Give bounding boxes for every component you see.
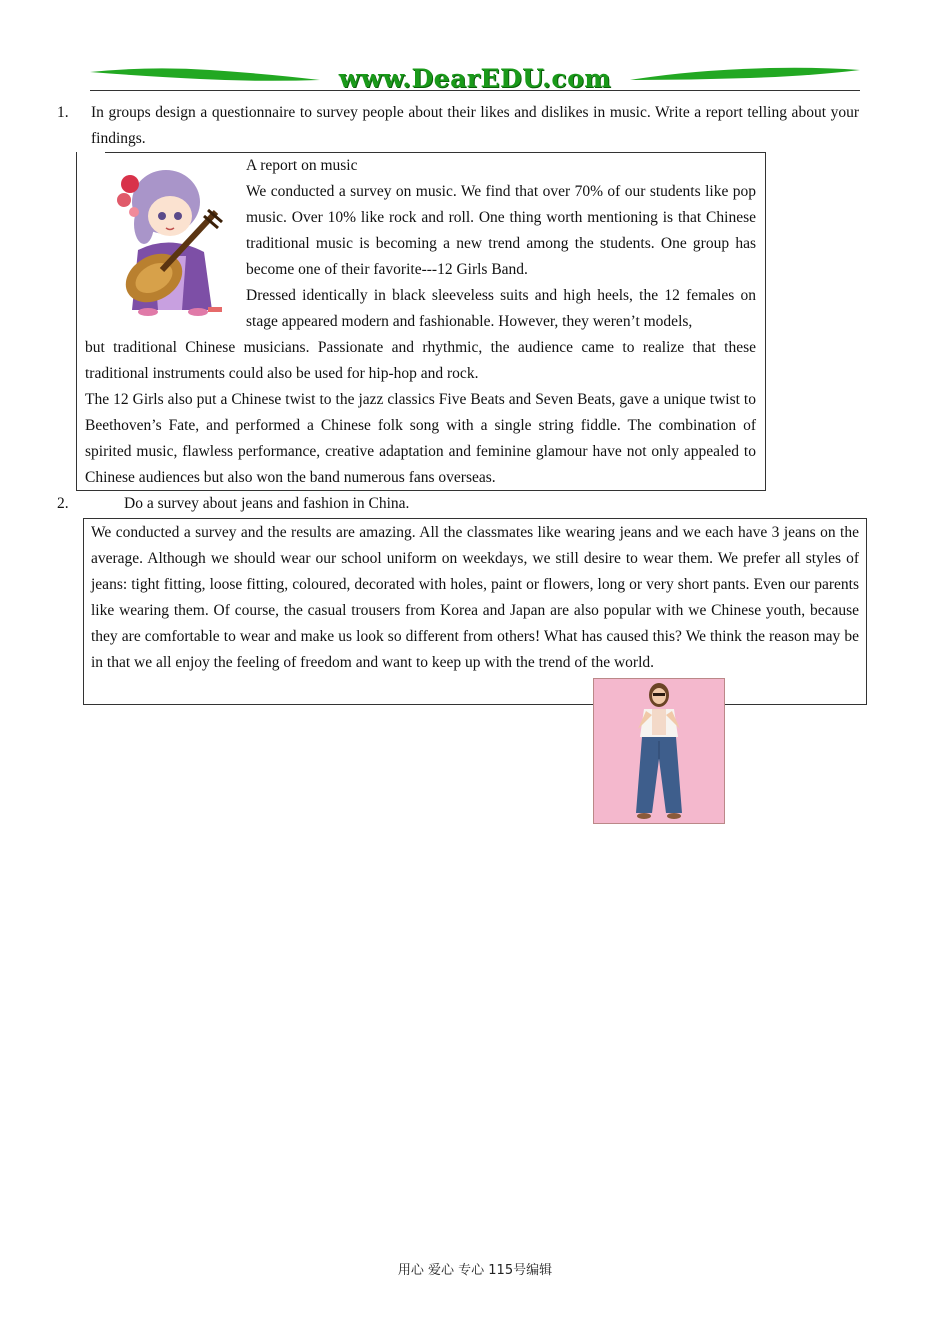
- box-gap: [77, 151, 105, 154]
- report-title: A report on music: [246, 157, 358, 174]
- question-2-number: 2.: [57, 495, 69, 512]
- question-2-prompt: Do a survey about jeans and fashion in China.: [124, 495, 410, 512]
- report-top-column: [246, 153, 756, 335]
- report-paragraph-3: The 12 Girls also put a Chinese twist to the jazz classics Five Beats and Seven Beats, gave a unique twist to Beethoven’s Fate, and performed a Chinese folk song with a single string fiddle. The combination of spirited music, flawless performance, creative adaptation and feminine glamour have not only appealed to Chinese audiences but also won the band numerous fans overseas.: [85, 391, 756, 486]
- report-paragraph-1: We conducted a survey on music. We find that over 70% of our students like pop music. Over 10% like rock and roll. One thing worth mentioning is that Chinese traditional music is becoming a new trend among the students. One group has become one of their favorite---12 Girls Band.: [246, 183, 756, 278]
- jeans-model-photo: [593, 678, 725, 824]
- jeans-survey-text: We conducted a survey and the results are amazing. All the classmates like wearing jeans and we each have 3 jeans on the average. Although we should wear our school uniform on weekdays, we still desire to wear them. We prefer all styles of jeans: tight fitting, loose fitting, coloured, decorated with holes, paint or flowers, long or very short pants. Even our parents like wearing them. Of course, the casual trousers from Korea and Japan are also popular with we Chinese youth, because they are comfortable to wear and make us look so different from others! What has caused this? We think the reason may be in that we all enjoy the feeling of freedom and want to keep up with the trend of the world.: [91, 524, 859, 671]
- site-logo: www.DearEDU.com: [338, 64, 612, 93]
- question-1-prompt: In groups design a questionnaire to survey people about their likes and dislikes in music. Write a report telling about your findings.: [91, 104, 859, 147]
- page-footer: 用心 爱心 专心 115号编辑: [397, 1263, 553, 1278]
- report-paragraph-2-end: but traditional Chinese musicians. Passionate and rhythmic, the audience came to realize that these traditional instruments could also be used for hip-hop and rock.: [85, 339, 756, 382]
- report-paragraph-2-start: Dressed identically in black sleeveless suits and high heels, the 12 females on stage appeared modern and fashionable. However, they weren’t models,: [246, 287, 756, 330]
- report-bottom-column: [85, 335, 756, 491]
- pipa-girl-illustration: [104, 160, 236, 320]
- question-1-number: 1.: [57, 104, 69, 121]
